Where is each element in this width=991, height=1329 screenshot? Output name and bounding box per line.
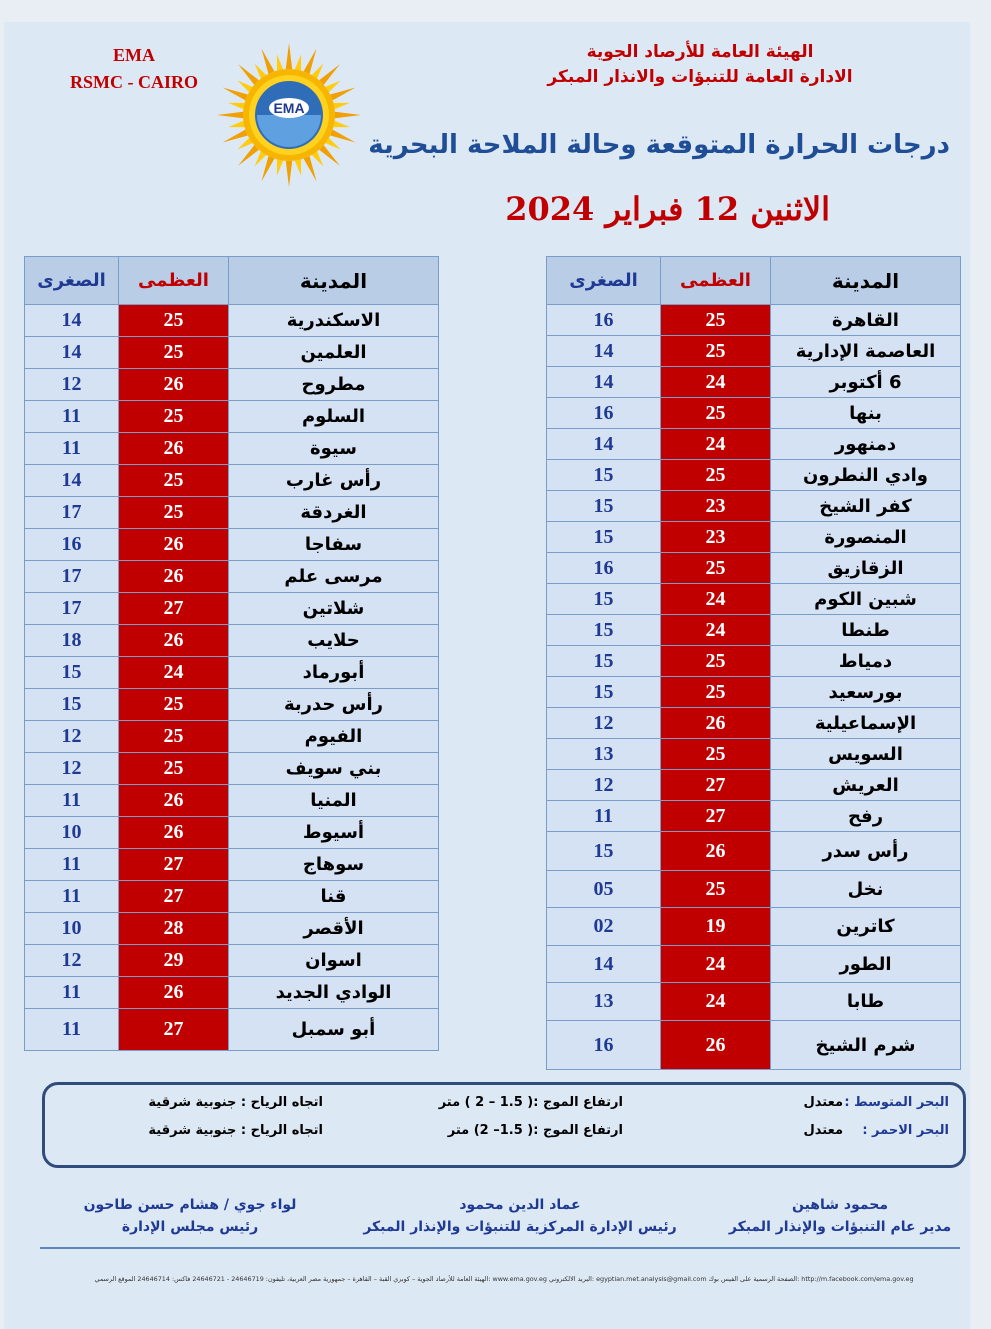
min-temp-cell: 11 bbox=[547, 801, 661, 832]
signature-central-head bbox=[360, 1194, 680, 1238]
max-temp-cell: 25 bbox=[661, 305, 771, 336]
max-temp-cell: 26 bbox=[119, 785, 229, 817]
max-temp-cell: 26 bbox=[119, 817, 229, 849]
table-row bbox=[547, 615, 961, 646]
temperature-table-left bbox=[24, 256, 439, 1051]
min-temp-cell: 15 bbox=[25, 689, 119, 721]
org-ar-line2: الادارة العامة للتنبؤات والانذار المبكر bbox=[547, 67, 853, 87]
city-cell: نخل bbox=[771, 871, 961, 908]
max-temp-cell: 26 bbox=[119, 625, 229, 657]
city-cell: المنصورة bbox=[771, 522, 961, 553]
min-temp-cell: 18 bbox=[25, 625, 119, 657]
table-row bbox=[25, 465, 439, 497]
min-temp-cell: 15 bbox=[547, 677, 661, 708]
table-row bbox=[25, 593, 439, 625]
city-cell: الغردقة bbox=[229, 497, 439, 529]
min-temp-cell: 11 bbox=[25, 433, 119, 465]
table-row bbox=[25, 625, 439, 657]
city-cell: بنها bbox=[771, 398, 961, 429]
max-temp-cell: 26 bbox=[119, 369, 229, 401]
max-temp-cell: 25 bbox=[119, 721, 229, 753]
col-header-min: الصغرى bbox=[25, 257, 119, 305]
table-row bbox=[547, 491, 961, 522]
table-row bbox=[547, 522, 961, 553]
city-cell: طنطا bbox=[771, 615, 961, 646]
table-row bbox=[25, 689, 439, 721]
table-row bbox=[25, 881, 439, 913]
min-temp-cell: 16 bbox=[547, 305, 661, 336]
city-cell: أبو سمبل bbox=[229, 1009, 439, 1051]
bulletin-date: الاثنين 12 فبراير 2024 bbox=[505, 190, 830, 228]
table-row bbox=[25, 337, 439, 369]
city-cell: الاسكندرية bbox=[229, 305, 439, 337]
org-en-line1: EMA bbox=[113, 45, 155, 65]
table-row bbox=[25, 1009, 439, 1051]
city-cell: الطور bbox=[771, 946, 961, 983]
city-cell: الأقصر bbox=[229, 913, 439, 945]
city-cell: السويس bbox=[771, 739, 961, 770]
city-cell: طابا bbox=[771, 983, 961, 1021]
city-cell: المنيا bbox=[229, 785, 439, 817]
min-temp-cell: 13 bbox=[547, 983, 661, 1021]
footer-divider bbox=[40, 1247, 960, 1249]
sea-state: معتدل bbox=[803, 1123, 843, 1138]
col-header-city: المدينة bbox=[771, 257, 961, 305]
min-temp-cell: 17 bbox=[25, 561, 119, 593]
city-cell: شلاتين bbox=[229, 593, 439, 625]
min-temp-cell: 16 bbox=[25, 529, 119, 561]
city-cell: رأس سدر bbox=[771, 832, 961, 871]
max-temp-cell: 27 bbox=[119, 881, 229, 913]
city-cell: دمنهور bbox=[771, 429, 961, 460]
min-temp-cell: 15 bbox=[547, 522, 661, 553]
city-cell: سفاجا bbox=[229, 529, 439, 561]
table-row bbox=[547, 677, 961, 708]
max-temp-cell: 25 bbox=[661, 460, 771, 491]
min-temp-cell: 12 bbox=[25, 945, 119, 977]
table-row bbox=[547, 801, 961, 832]
min-temp-cell: 05 bbox=[547, 871, 661, 908]
min-temp-cell: 14 bbox=[547, 946, 661, 983]
signature-name: لواء جوي / هشام حسن طاحون bbox=[83, 1197, 297, 1213]
max-temp-cell: 26 bbox=[119, 433, 229, 465]
ema-sun-logo bbox=[214, 40, 364, 190]
sea-row-red bbox=[45, 1123, 963, 1147]
city-cell: الوادي الجديد bbox=[229, 977, 439, 1009]
signature-title: مدير عام التنبؤات والإنذار المبكر bbox=[728, 1219, 952, 1235]
city-cell: الفيوم bbox=[229, 721, 439, 753]
bulletin-page bbox=[4, 22, 970, 1329]
table-row bbox=[547, 367, 961, 398]
max-temp-cell: 27 bbox=[119, 849, 229, 881]
max-temp-cell: 26 bbox=[661, 1021, 771, 1070]
min-temp-cell: 13 bbox=[547, 739, 661, 770]
table-row bbox=[25, 945, 439, 977]
signature-board-chairman bbox=[60, 1194, 320, 1238]
max-temp-cell: 28 bbox=[119, 913, 229, 945]
table-row bbox=[547, 305, 961, 336]
min-temp-cell: 16 bbox=[547, 553, 661, 584]
min-temp-cell: 11 bbox=[25, 881, 119, 913]
sea-name: البحر المتوسط : bbox=[844, 1095, 949, 1110]
max-temp-cell: 23 bbox=[661, 491, 771, 522]
city-cell: أبورماد bbox=[229, 657, 439, 689]
table-row bbox=[25, 849, 439, 881]
min-temp-cell: 16 bbox=[547, 1021, 661, 1070]
max-temp-cell: 25 bbox=[661, 398, 771, 429]
org-en-line2: RSMC - CAIRO bbox=[70, 72, 198, 92]
max-temp-cell: 24 bbox=[119, 657, 229, 689]
max-temp-cell: 19 bbox=[661, 908, 771, 946]
city-cell: قنا bbox=[229, 881, 439, 913]
table-row bbox=[25, 401, 439, 433]
table-row bbox=[547, 739, 961, 770]
table-row bbox=[547, 832, 961, 871]
city-cell: رأس حدربة bbox=[229, 689, 439, 721]
min-temp-cell: 15 bbox=[547, 584, 661, 615]
table-row bbox=[25, 657, 439, 689]
max-temp-cell: 25 bbox=[119, 305, 229, 337]
min-temp-cell: 17 bbox=[25, 497, 119, 529]
city-cell: رأس غارب bbox=[229, 465, 439, 497]
min-temp-cell: 10 bbox=[25, 913, 119, 945]
city-cell: الإسماعيلية bbox=[771, 708, 961, 739]
max-temp-cell: 27 bbox=[119, 593, 229, 625]
city-cell: القاهرة bbox=[771, 305, 961, 336]
min-temp-cell: 14 bbox=[25, 305, 119, 337]
min-temp-cell: 11 bbox=[25, 849, 119, 881]
max-temp-cell: 24 bbox=[661, 615, 771, 646]
contact-footer: الهيئة العامة للأرصاد الجوية – كوبري القبة – القاهرة – جمهورية مصر العربية، تليفون: 24646719 - 24646721 فاكس: 24646714 الموقع الرسمي: www.ema.gov.eg البريد الالكتروني: egyptian.met.analysis@gmail.com الصفحة الرسمية على الفيس بوك: http://m.facebook.com/ema.gov.eg bbox=[94, 1275, 914, 1283]
city-cell: العاصمة الإدارية bbox=[771, 336, 961, 367]
max-temp-cell: 26 bbox=[661, 832, 771, 871]
temperature-table-right bbox=[546, 256, 961, 1070]
max-temp-cell: 25 bbox=[661, 646, 771, 677]
wind-direction: اتجاه الرياح : جنوبية شرقية bbox=[148, 1095, 323, 1110]
min-temp-cell: 15 bbox=[25, 657, 119, 689]
city-cell: شرم الشيخ bbox=[771, 1021, 961, 1070]
city-cell: الزقازيق bbox=[771, 553, 961, 584]
min-temp-cell: 12 bbox=[25, 369, 119, 401]
max-temp-cell: 29 bbox=[119, 945, 229, 977]
sea-state: معتدل bbox=[803, 1095, 843, 1110]
min-temp-cell: 14 bbox=[25, 465, 119, 497]
min-temp-cell: 14 bbox=[25, 337, 119, 369]
table-row bbox=[547, 770, 961, 801]
table-row bbox=[25, 785, 439, 817]
max-temp-cell: 24 bbox=[661, 367, 771, 398]
table-row bbox=[547, 429, 961, 460]
city-cell: 6 أكتوبر bbox=[771, 367, 961, 398]
min-temp-cell: 17 bbox=[25, 593, 119, 625]
table-row bbox=[547, 708, 961, 739]
col-header-city: المدينة bbox=[229, 257, 439, 305]
max-temp-cell: 24 bbox=[661, 946, 771, 983]
org-name-english bbox=[54, 42, 214, 96]
min-temp-cell: 14 bbox=[547, 367, 661, 398]
min-temp-cell: 16 bbox=[547, 398, 661, 429]
min-temp-cell: 11 bbox=[25, 1009, 119, 1051]
signature-forecast-director bbox=[720, 1194, 960, 1238]
col-header-max: العظمى bbox=[119, 257, 229, 305]
min-temp-cell: 12 bbox=[25, 721, 119, 753]
signatures bbox=[34, 1194, 960, 1254]
table-row bbox=[25, 497, 439, 529]
table-row bbox=[25, 977, 439, 1009]
city-cell: العريش bbox=[771, 770, 961, 801]
max-temp-cell: 25 bbox=[661, 336, 771, 367]
max-temp-cell: 25 bbox=[119, 689, 229, 721]
max-temp-cell: 27 bbox=[661, 770, 771, 801]
max-temp-cell: 25 bbox=[119, 497, 229, 529]
max-temp-cell: 25 bbox=[661, 739, 771, 770]
table-row bbox=[547, 946, 961, 983]
max-temp-cell: 26 bbox=[119, 529, 229, 561]
max-temp-cell: 27 bbox=[119, 1009, 229, 1051]
min-temp-cell: 15 bbox=[547, 646, 661, 677]
max-temp-cell: 26 bbox=[119, 561, 229, 593]
city-cell: مطروح bbox=[229, 369, 439, 401]
table-row bbox=[25, 305, 439, 337]
city-cell: حلايب bbox=[229, 625, 439, 657]
wave-height: ارتفاع الموج :( 1.5– 2) متر bbox=[447, 1123, 623, 1138]
min-temp-cell: 12 bbox=[25, 753, 119, 785]
sea-row-mediterranean bbox=[45, 1095, 963, 1119]
wave-height: ارتفاع الموج :( 1.5 – 2 ) متر bbox=[438, 1095, 623, 1110]
sea-name: البحر الاحمر : bbox=[862, 1123, 949, 1138]
max-temp-cell: 25 bbox=[119, 401, 229, 433]
city-cell: اسوان bbox=[229, 945, 439, 977]
table-row bbox=[25, 817, 439, 849]
min-temp-cell: 14 bbox=[547, 336, 661, 367]
min-temp-cell: 15 bbox=[547, 832, 661, 871]
table-row bbox=[547, 646, 961, 677]
max-temp-cell: 25 bbox=[661, 871, 771, 908]
city-cell: أسيوط bbox=[229, 817, 439, 849]
table-row bbox=[25, 721, 439, 753]
org-ar-line1: الهيئة العامة للأرصاد الجوية bbox=[586, 42, 814, 62]
table-row bbox=[25, 561, 439, 593]
city-cell: سيوة bbox=[229, 433, 439, 465]
min-temp-cell: 12 bbox=[547, 708, 661, 739]
signature-name: محمود شاهين bbox=[791, 1197, 889, 1213]
max-temp-cell: 24 bbox=[661, 983, 771, 1021]
min-temp-cell: 15 bbox=[547, 491, 661, 522]
city-cell: بورسعيد bbox=[771, 677, 961, 708]
city-cell: بني سويف bbox=[229, 753, 439, 785]
min-temp-cell: 14 bbox=[547, 429, 661, 460]
max-temp-cell: 24 bbox=[661, 429, 771, 460]
max-temp-cell: 25 bbox=[119, 753, 229, 785]
city-cell: دمياط bbox=[771, 646, 961, 677]
table-row bbox=[25, 529, 439, 561]
max-temp-cell: 26 bbox=[119, 977, 229, 1009]
table-row bbox=[25, 369, 439, 401]
table-row bbox=[547, 336, 961, 367]
city-cell: سوهاج bbox=[229, 849, 439, 881]
max-temp-cell: 26 bbox=[661, 708, 771, 739]
wind-direction: اتجاه الرياح : جنوبية شرقية bbox=[148, 1123, 323, 1138]
max-temp-cell: 25 bbox=[661, 553, 771, 584]
min-temp-cell: 11 bbox=[25, 977, 119, 1009]
min-temp-cell: 10 bbox=[25, 817, 119, 849]
city-cell: كفر الشيخ bbox=[771, 491, 961, 522]
min-temp-cell: 11 bbox=[25, 785, 119, 817]
city-cell: مرسى علم bbox=[229, 561, 439, 593]
table-row bbox=[25, 433, 439, 465]
city-cell: وادي النطرون bbox=[771, 460, 961, 491]
table-row bbox=[547, 1021, 961, 1070]
col-header-max: العظمى bbox=[661, 257, 771, 305]
table-row bbox=[25, 913, 439, 945]
signature-title: رئيس مجلس الإدارة bbox=[121, 1219, 259, 1235]
table-row bbox=[547, 908, 961, 946]
table-row bbox=[547, 398, 961, 429]
min-temp-cell: 02 bbox=[547, 908, 661, 946]
table-row bbox=[547, 983, 961, 1021]
logo-text: EMA bbox=[273, 100, 305, 116]
city-cell: العلمين bbox=[229, 337, 439, 369]
max-temp-cell: 25 bbox=[119, 337, 229, 369]
table-row bbox=[25, 753, 439, 785]
table-row bbox=[547, 871, 961, 908]
max-temp-cell: 24 bbox=[661, 584, 771, 615]
table-row bbox=[547, 584, 961, 615]
sea-conditions-box bbox=[42, 1082, 966, 1168]
table-row bbox=[547, 553, 961, 584]
col-header-min: الصغرى bbox=[547, 257, 661, 305]
table-row bbox=[547, 460, 961, 491]
max-temp-cell: 25 bbox=[119, 465, 229, 497]
org-name-arabic bbox=[500, 40, 900, 90]
city-cell: شبين الكوم bbox=[771, 584, 961, 615]
signature-title: رئيس الإدارة المركزية للتنبؤات والإنذار المبكر bbox=[363, 1219, 677, 1235]
min-temp-cell: 15 bbox=[547, 460, 661, 491]
min-temp-cell: 12 bbox=[547, 770, 661, 801]
min-temp-cell: 15 bbox=[547, 615, 661, 646]
city-cell: كاترين bbox=[771, 908, 961, 946]
max-temp-cell: 23 bbox=[661, 522, 771, 553]
page-title: درجات الحرارة المتوقعة وحالة الملاحة البحرية bbox=[368, 130, 950, 160]
city-cell: السلوم bbox=[229, 401, 439, 433]
city-cell: رفح bbox=[771, 801, 961, 832]
min-temp-cell: 11 bbox=[25, 401, 119, 433]
max-temp-cell: 25 bbox=[661, 677, 771, 708]
signature-name: عماد الدين محمود bbox=[459, 1197, 581, 1213]
max-temp-cell: 27 bbox=[661, 801, 771, 832]
